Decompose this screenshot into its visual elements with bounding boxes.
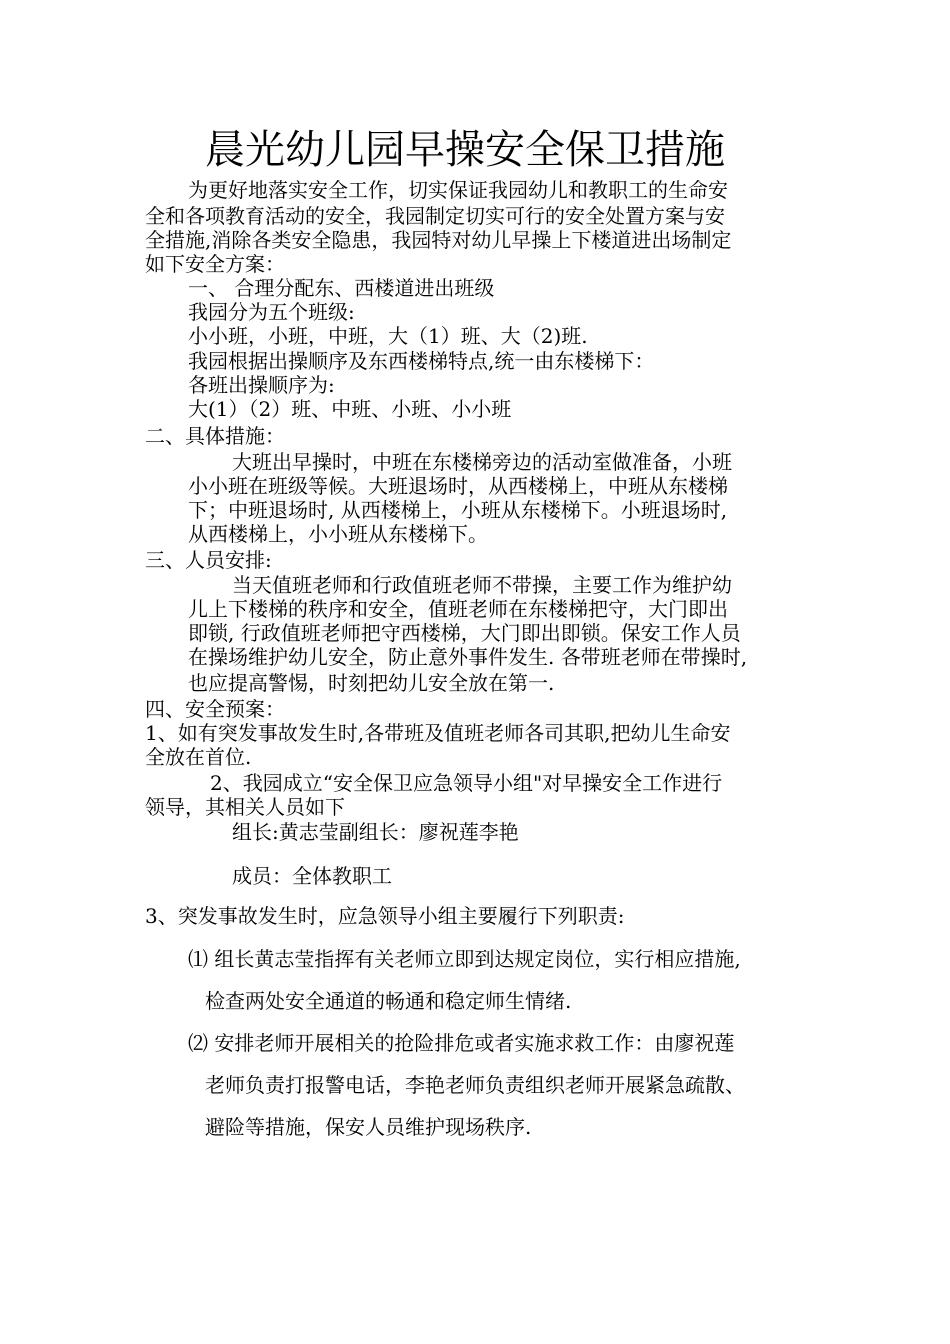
text-line: 即锁, 行政值班老师把守西楼梯，大门即出即锁。保安工作人员: [188, 621, 741, 645]
section-heading: 二、具体措施：: [145, 424, 285, 448]
text-line: 大班出早操时，中班在东楼梯旁边的活动室做准备，小班: [232, 450, 732, 474]
text-line: 老师负责打报警电话，李艳老师负责组织老师开展紧急疏散、: [205, 1073, 745, 1097]
text-line: 当天值班老师和行政值班老师不带操，主要工作为维护幼: [232, 573, 732, 597]
text-line: 小小班，小班，中班，大（1）班、大（2)班.: [188, 324, 588, 348]
text-line: 下；中班退场时, 从西楼梯上，小班从东楼梯下。小班退场时,: [188, 498, 728, 522]
text-line: ⑵ 安排老师开展相关的抢险排危或者实施求救工作：由廖祝莲: [188, 1031, 735, 1055]
text-line: 我园分为五个班级:: [188, 300, 355, 324]
text-line: 小小班在班级等候。大班退场时，从西楼梯上，中班从东楼梯: [188, 474, 728, 498]
text-line: 我园根据出操顺序及东西楼梯特点,统一由东楼梯下：: [188, 349, 655, 373]
text-line: 也应提高警惕，时刻把幼儿安全放在第一.: [188, 671, 555, 695]
text-line: 大(1）（2）班、中班、小班、小小班: [188, 397, 512, 421]
text-line: 成员：全体教职工: [232, 864, 392, 888]
text-line: 避险等措施，保安人员维护现场秩序.: [205, 1115, 532, 1139]
text-line: 各班出操顺序为:: [188, 373, 335, 397]
text-line: 在操场维护幼儿安全，防止意外事件发生. 各带班老师在带操时,: [188, 645, 748, 669]
text-line: 为更好地落实安全工作，切实保证我园幼儿和教职工的生命安: [188, 178, 728, 202]
text-line: 1、如有突发事故发生时,各带班及值班老师各司其职,把幼儿生命安: [145, 721, 731, 745]
text-line: 检查两处安全通道的畅通和稳定师生情绪.: [205, 989, 572, 1013]
text-line: 2、我园成立“安全保卫应急领导小组"对早操安全工作进行: [210, 771, 723, 795]
text-line: 3、突发事故发生时，应急领导小组主要履行下列职责:: [145, 904, 625, 928]
text-line: 全放在首位.: [145, 745, 252, 769]
text-line: 儿上下楼梯的秩序和安全，值班老师在东楼梯把守，大门即出: [188, 597, 728, 621]
text-line: 领导，其相关人员如下: [145, 795, 345, 819]
text-line: 组长:黄志莹副组长：廖祝莲李艳: [232, 820, 519, 844]
section-heading: 三、人员安排:: [145, 548, 272, 572]
document-title: 晨光幼儿园早操安全保卫措施: [205, 127, 725, 173]
text-line: 从西楼梯上，小小班从东楼梯下。: [188, 522, 488, 546]
text-line: 全措施,消除各类安全隐患，我园特对幼儿早操上下楼道进出场制定: [145, 228, 732, 252]
section-heading: 四、安全预案：: [145, 697, 285, 721]
section-heading: 一、 合理分配东、西楼道进出班级: [188, 276, 495, 300]
text-line: ⑴ 组长黄志莹指挥有关老师立即到达规定岗位，实行相应措施,: [188, 947, 741, 971]
text-line: 全和各项教育活动的安全，我园制定切实可行的安全处置方案与安: [145, 204, 725, 228]
text-line: 如下安全方案：: [145, 252, 285, 276]
